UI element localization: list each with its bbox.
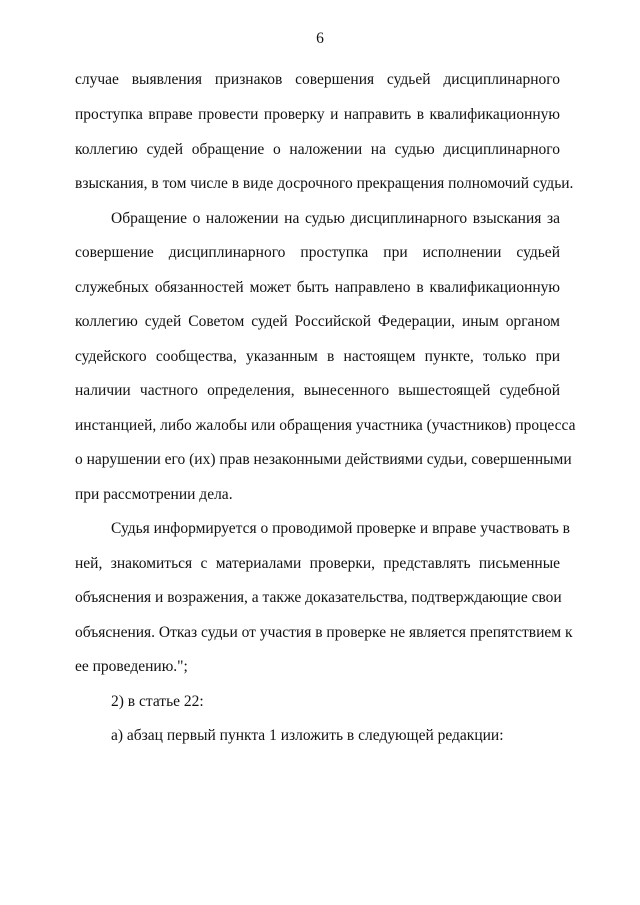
text-line: о нарушении его (их) прав незаконными действиями судьи, совершенными [75, 451, 572, 468]
text-line: инстанцией, либо жалобы или обращения участника (участников) процесса [75, 417, 576, 434]
text-line: совершение дисциплинарного проступка при исполнении судьей [75, 244, 560, 261]
text-line: объяснения. Отказ судьи от участия в проверке не является препятствием к [75, 624, 573, 641]
text-line: при рассмотрении дела. [75, 486, 233, 503]
text-line: судейского сообщества, указанным в настоящем пункте, только при [75, 348, 560, 365]
text-line: Обращение о наложении на судью дисциплинарного взыскания за [111, 210, 560, 227]
text-line: ней, знакомиться с материалами проверки, представлять письменные [75, 555, 560, 572]
text-line: коллегию судей Советом судей Российской Федерации, иным органом [75, 313, 560, 330]
page-number: 6 [316, 30, 324, 47]
text-line: а) абзац первый пункта 1 изложить в следующей редакции: [111, 727, 504, 744]
text-line: ее проведению."; [75, 658, 188, 675]
text-line: 2) в статье 22: [111, 693, 204, 710]
text-line: служебных обязанностей может быть направлено в квалификационную [75, 279, 560, 296]
text-line: Судья информируется о проводимой проверке и вправе участвовать в [111, 520, 570, 537]
text-line: коллегию судей обращение о наложении на судью дисциплинарного [75, 141, 560, 158]
text-line: случае выявления признаков совершения судьей дисциплинарного [75, 71, 560, 88]
text-line: проступка вправе провести проверку и направить в квалификационную [75, 106, 560, 123]
text-line: объяснения и возражения, а также доказательства, подтверждающие свои [75, 589, 562, 606]
text-line: взыскания, в том числе в виде досрочного прекращения полномочий судьи. [75, 175, 574, 192]
text-line: наличии частного определения, вынесенного вышестоящей судебной [75, 382, 560, 399]
